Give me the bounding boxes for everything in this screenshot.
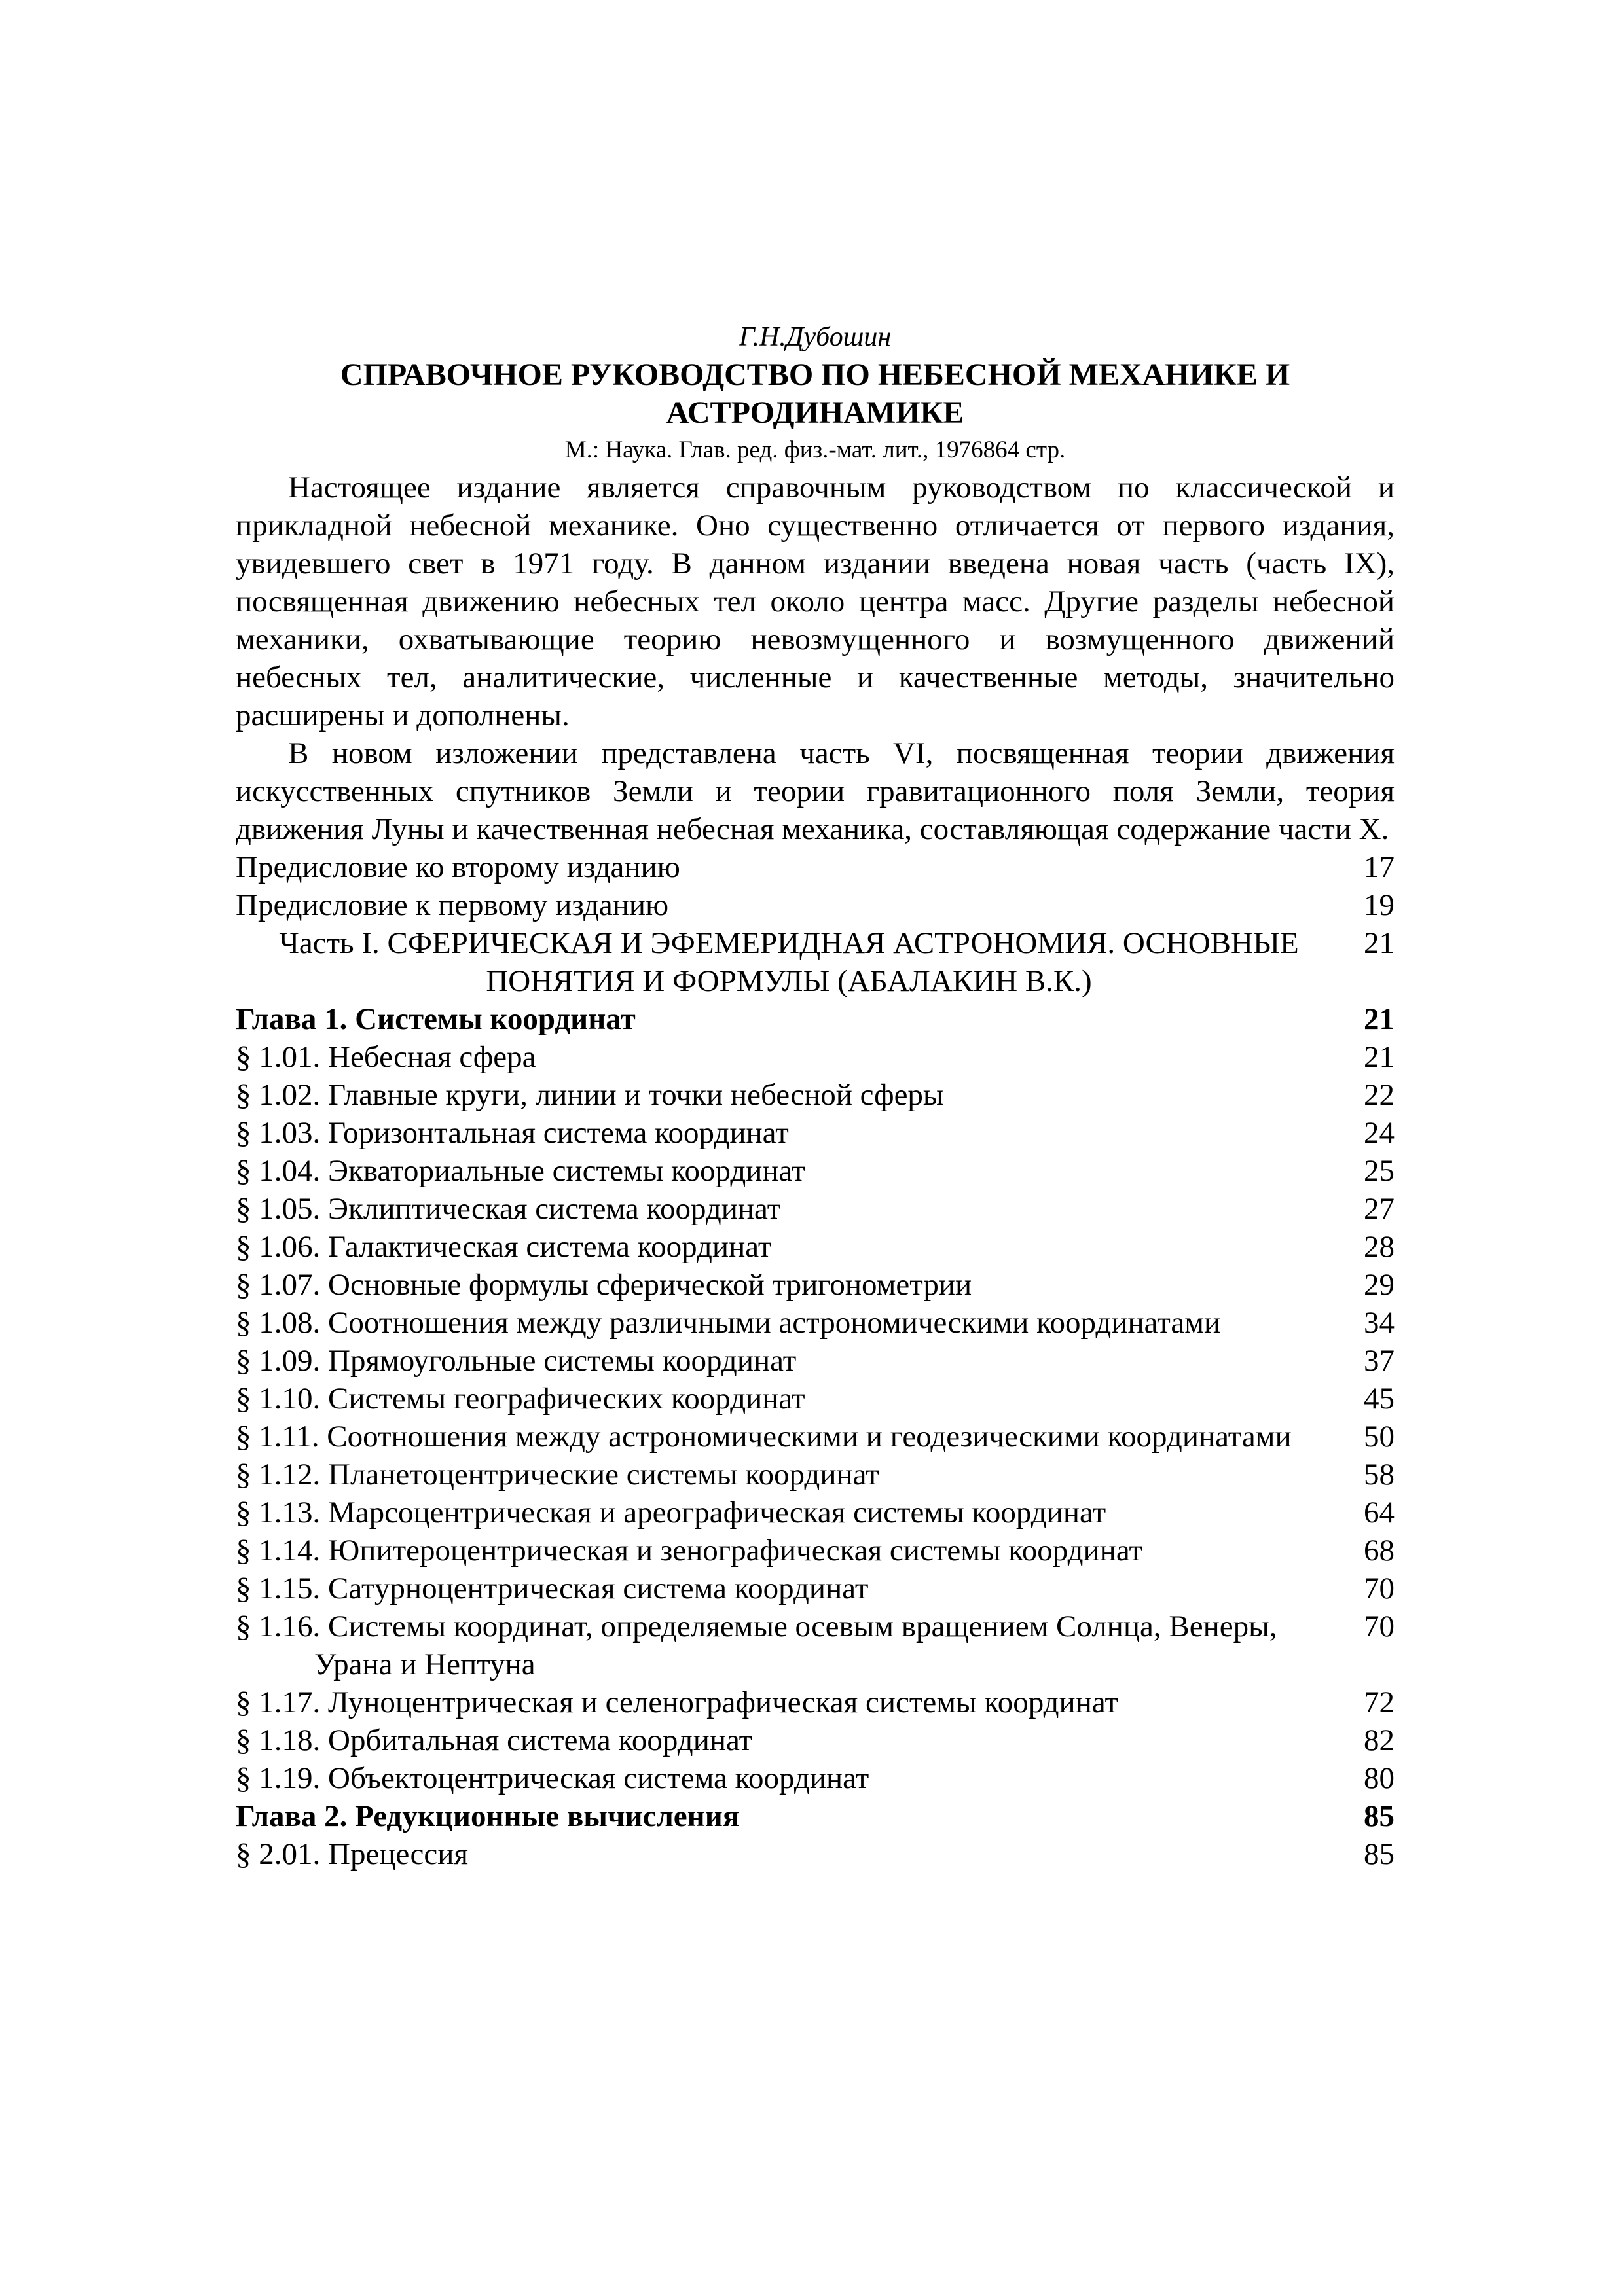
- book-title-line-2: АСТРОДИНАМИКЕ: [666, 395, 964, 430]
- toc-entry-title: § 1.07. Основные формулы сферической тригонометрии: [236, 1268, 972, 1302]
- book-title-line-1: СПРАВОЧНОЕ РУКОВОДСТВО ПО НЕБЕСНОЙ МЕХАНИКЕ И: [340, 357, 1290, 392]
- description-paragraph-1: Настоящее издание является справочным руководством по классической и прикладной небесной механике. Оно существенно отличается от первого издания, увидевшего свет в 1971 году. В данном издании введена новая часть (часть IX), посвященная движению небесных тел около центра масс. Другие разделы небесной механики, охватывающие теорию невозмущенного и возмущенного движений небесных тел, аналитические, численные и качественные методы, значительно расширены и дополнены.: [236, 471, 1395, 732]
- toc-entry-title: § 1.19. Объектоцентрическая система координат: [236, 1761, 869, 1795]
- toc-entry-page: 27: [1364, 1192, 1395, 1226]
- publication-imprint: М.: Наука. Глав. ред. физ.-мат. лит., 1976864 стр.: [564, 437, 1066, 463]
- toc-entry: [236, 1304, 1395, 1342]
- toc-entry: [236, 1721, 1395, 1759]
- author-name: Г.Н.Дубошин: [739, 322, 892, 352]
- toc-entry: [236, 1076, 1395, 1114]
- toc-entry-page: 19: [1364, 888, 1395, 922]
- toc-entry-title: § 1.17. Луноцентрическая и селенографическая системы координат: [236, 1685, 1119, 1719]
- toc-entry-page: 80: [1364, 1761, 1395, 1795]
- toc-entry-title: § 1.05. Эклиптическая система координат: [236, 1192, 781, 1226]
- toc-entry-title: § 1.15. Сатурноцентрическая система координат: [236, 1571, 869, 1605]
- toc-part-heading: [236, 924, 1395, 1000]
- toc-entry: [236, 1570, 1395, 1607]
- toc-entry-page: 21: [1364, 1040, 1395, 1074]
- toc-entry-title: § 1.03. Горизонтальная система координат: [236, 1116, 789, 1150]
- toc-chapter-heading: [236, 1000, 1395, 1038]
- table-of-contents: [236, 848, 1395, 1873]
- document-page: [236, 318, 1395, 1873]
- toc-entry-title: § 1.10. Системы географических координат: [236, 1382, 805, 1416]
- toc-entry-title: § 1.09. Прямоугольные системы координат: [236, 1344, 797, 1378]
- toc-entry: [236, 1228, 1395, 1266]
- toc-entry-page: 72: [1364, 1685, 1395, 1719]
- toc-entry: [236, 1456, 1395, 1494]
- toc-entry-page: 50: [1364, 1420, 1395, 1454]
- toc-entry: [236, 1683, 1395, 1721]
- toc-entry: [236, 1532, 1395, 1570]
- toc-entry-title: § 1.14. Юпитероцентрическая и зенографическая системы координат: [236, 1534, 1143, 1568]
- toc-entry: [236, 1494, 1395, 1532]
- toc-entry-title: § 1.11. Соотношения между астрономическими и геодезическими координатами: [236, 1420, 1292, 1454]
- toc-entry-page: 85: [1364, 1837, 1395, 1871]
- toc-entry: [236, 1342, 1395, 1380]
- toc-entry: [236, 1418, 1395, 1456]
- toc-entry-page: 17: [1364, 850, 1395, 884]
- toc-entry-title: § 2.01. Прецессия: [236, 1837, 468, 1871]
- toc-entry-page: 28: [1364, 1230, 1395, 1264]
- toc-entry-title: § 1.01. Небесная сфера: [236, 1040, 536, 1074]
- toc-entry-page: 22: [1364, 1078, 1395, 1112]
- toc-entry-title: Предисловие ко второму изданию: [236, 850, 680, 884]
- toc-entry: [236, 1190, 1395, 1228]
- toc-entry-page: 68: [1364, 1534, 1395, 1568]
- toc-chapter-title: Глава 1. Системы координат: [236, 1002, 636, 1036]
- toc-entry-page: 70: [1364, 1609, 1395, 1643]
- toc-entry-page: 24: [1364, 1116, 1395, 1150]
- toc-entry: [236, 1114, 1395, 1152]
- toc-entry-title: § 1.18. Орбитальная система координат: [236, 1723, 753, 1757]
- toc-entry-title: § 1.04. Экваториальные системы координат: [236, 1154, 805, 1188]
- toc-entry-page: 64: [1364, 1496, 1395, 1530]
- toc-entry-page: 70: [1364, 1571, 1395, 1605]
- toc-entry: [236, 1152, 1395, 1190]
- toc-entry-title: Предисловие к первому изданию: [236, 888, 669, 922]
- toc-entry-page: 34: [1364, 1306, 1395, 1340]
- toc-entry-page: 37: [1364, 1344, 1395, 1378]
- toc-entry: [236, 1380, 1395, 1418]
- toc-chapter-title: Глава 2. Редукционные вычисления: [236, 1799, 740, 1833]
- toc-chapter-heading: [236, 1797, 1395, 1835]
- description-paragraph-2: В новом изложении представлена часть VI, посвященная теории движения искусственных спутников Земли и теории гравитационного поля Земли, теория движения Луны и качественная небесная механика, составляющая содержание части X.: [236, 736, 1395, 846]
- toc-entry-page: 21: [1364, 926, 1395, 960]
- toc-entry-title: § 1.12. Планетоцентрические системы координат: [236, 1458, 879, 1492]
- toc-entry: [236, 848, 1395, 886]
- toc-entry-page: 82: [1364, 1723, 1395, 1757]
- toc-entry: [236, 1759, 1395, 1797]
- toc-entry-page: 85: [1364, 1799, 1395, 1833]
- toc-entry-page: 25: [1364, 1154, 1395, 1188]
- toc-entry-page: 45: [1364, 1382, 1395, 1416]
- toc-entry-page: 21: [1364, 1002, 1395, 1036]
- toc-entry: [236, 1607, 1395, 1683]
- toc-entry-title: § 1.13. Марсоцентрическая и ареографическая системы координат: [236, 1496, 1106, 1530]
- toc-entry-title: § 1.06. Галактическая система координат: [236, 1230, 772, 1264]
- toc-entry: [236, 1835, 1395, 1873]
- toc-part-title: Часть I. СФЕРИЧЕСКАЯ И ЭФЕМЕРИДНАЯ АСТРОНОМИЯ. ОСНОВНЫЕ ПОНЯТИЯ И ФОРМУЛЫ (АБАЛАКИН В.К.): [279, 926, 1299, 998]
- toc-entry: [236, 1038, 1395, 1076]
- toc-entry: [236, 1266, 1395, 1304]
- toc-entry-page: 58: [1364, 1458, 1395, 1492]
- toc-entry-page: 29: [1364, 1268, 1395, 1302]
- toc-entry-title: § 1.08. Соотношения между различными астрономическими координатами: [236, 1306, 1221, 1340]
- toc-entry-title: § 1.02. Главные круги, линии и точки небесной сферы: [236, 1078, 944, 1112]
- toc-entry: [236, 886, 1395, 924]
- toc-entry-title: § 1.16. Системы координат, определяемые осевым вращением Солнца, Венеры, Урана и Нептуна: [236, 1609, 1277, 1681]
